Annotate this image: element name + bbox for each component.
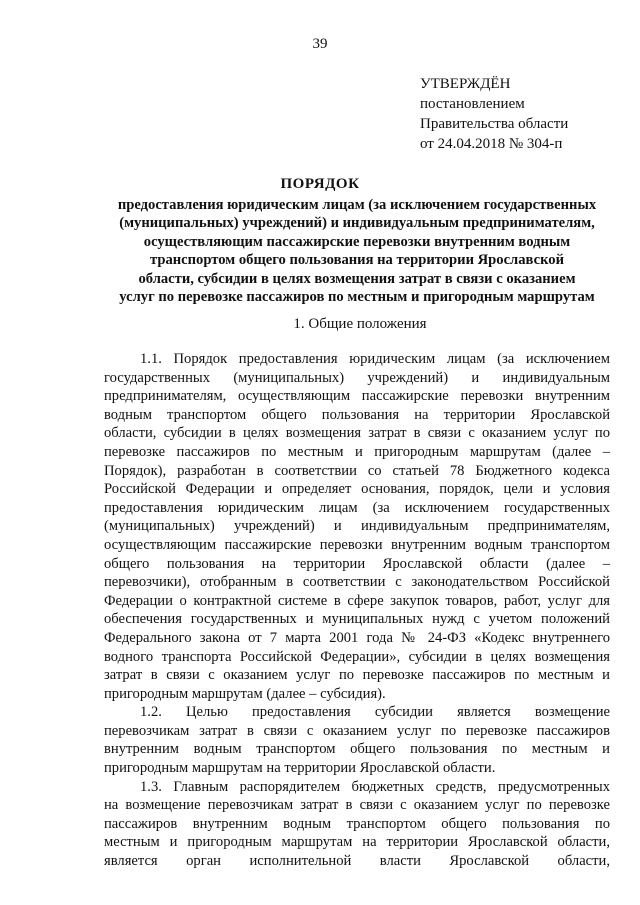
paragraph-1-1-line: общего пользования на территории Ярославской области (далее – [104, 555, 610, 572]
paragraph-1-1-line: предпринимателям, осуществляющим пассажирские перевозки внутренним [104, 388, 610, 405]
paragraph-1-3-line: 1.3. Главным распорядителем бюджетных средств, предусмотренных [140, 778, 610, 795]
subtitle-line: транспортом общего пользования на территории Ярославской [150, 252, 564, 269]
paragraph-1-2-line: пригородным маршрутам на территории Ярославской области. [104, 760, 496, 777]
section-heading: 1. Общие положения [293, 316, 427, 332]
page-number: 39 [312, 36, 328, 52]
paragraph-1-1-line: водным транспортом общего пользования на территории Ярославской [104, 406, 610, 423]
paragraph-1-3-line: является орган исполнительной власти Ярославской области, [104, 853, 610, 870]
approval-heading: УТВЕРЖДЁН [420, 76, 511, 92]
paragraph-1-1-line: перевозчики), отобранным в соответствии с законодательством Российской [104, 574, 610, 591]
body-text [104, 350, 610, 871]
paragraph-1-1-line: предоставления юридическим лицам (за исключением государственных [104, 499, 610, 516]
subtitle-line: области, субсидии в целях возмещения затрат в связи с оказанием [138, 270, 576, 287]
approval-line: Правительства области [420, 116, 569, 132]
paragraph-1-1-line: Российской Федерации и определяет основания, порядок, цели и условия [104, 481, 610, 498]
paragraph-1-1-line: Порядок), разработан в соответствии со статьей 78 Бюджетного кодекса [104, 462, 610, 479]
paragraph-1-3-line: пассажиров внутренним водным транспортом общего пользования по [104, 815, 610, 832]
paragraph-1-1-line: 1.1. Порядок предоставления юридическим лицам (за исключением [140, 351, 610, 367]
paragraph-1-3-line: на возмещение перевозчикам затрат в связи с оказанием услуг по перевозке [104, 797, 610, 814]
paragraph-1-1-line: затрат в связи с оказанием услуг по перевозке пассажиров по местным и [104, 667, 610, 684]
paragraph-1-1-line: обеспечения государственных и муниципальных нужд с учетом положений [104, 611, 610, 628]
approval-block [420, 74, 568, 154]
paragraph-1-1-line: (муниципальных) учреждений) и индивидуальным предпринимателям, [104, 518, 610, 535]
paragraph-1-1-line: области, субсидии в целях возмещения затрат в связи с оказанием услуг по [104, 425, 610, 442]
paragraph-1-1-line: Федерального закона от 7 марта 2001 года № 24-ФЗ «Кодекс внутреннего [104, 629, 610, 646]
subtitle-line: (муниципальных) учреждений) и индивидуальным предпринимателям, [119, 215, 595, 232]
paragraph-1-2-line: внутренним водным транспортом общего пользования по местным и [104, 741, 610, 758]
subtitle-line: осуществляющим пассажирские перевозки внутренним водным [143, 233, 571, 250]
paragraph-1-1-line: Федерации о контрактной системе в сфере закупок товаров, работ, услуг для [104, 592, 610, 609]
paragraph-1-1-line: осуществляющим пассажирские перевозки внутренним водным транспортом [104, 536, 610, 553]
paragraph-1-3-line: местным и пригородным маршрутам на территории Ярославской области, [104, 834, 610, 851]
document-title: ПОРЯДОК [280, 176, 360, 192]
paragraph-1-1-line: пригородным маршрутам (далее – субсидия). [104, 685, 386, 702]
paragraph-1-1-line: перевозке пассажиров по местным и пригородным маршрутам (далее – [104, 443, 610, 460]
paragraph-1-1-line: государственных (муниципальных) учреждений) и индивидуальным [104, 369, 610, 386]
subtitle-line: услуг по перевозке пассажиров по местным и пригородным маршрутам [119, 289, 595, 306]
document-subtitle [92, 196, 622, 306]
approval-date-number: от 24.04.2018 № 304-п [420, 136, 563, 152]
paragraph-1-2-line: перевозчикам затрат в связи с оказанием услуг по перевозке пассажиров [104, 722, 610, 739]
paragraph-1-1-line: водного транспорта Российской Федерации», субсидии в целях возмещения [104, 648, 610, 665]
approval-line: постановлением [420, 96, 525, 112]
subtitle-line: предоставления юридическим лицам (за исключением государственных [117, 197, 597, 213]
paragraph-1-2-line: 1.2. Целью предоставления субсидии является возмещение [140, 704, 610, 721]
